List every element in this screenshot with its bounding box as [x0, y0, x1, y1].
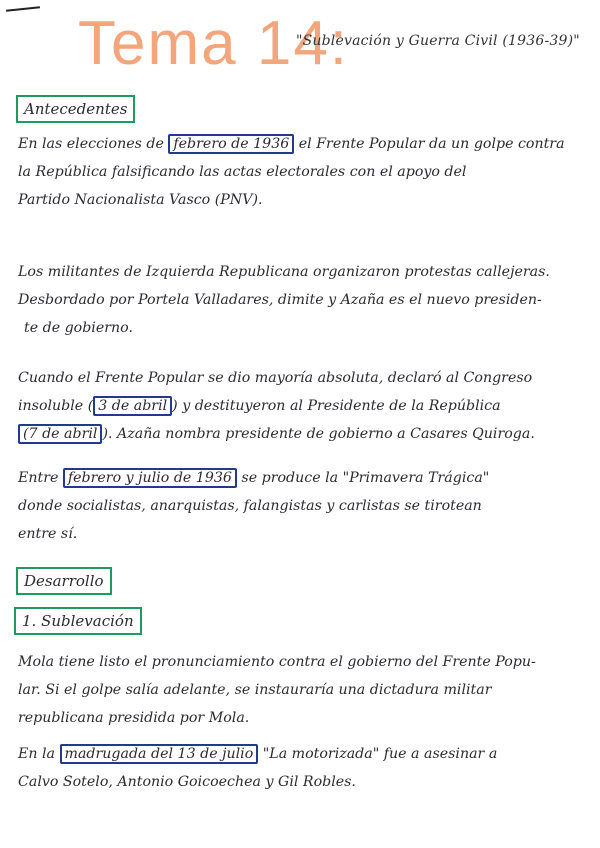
highlight-date: febrero de 1936	[168, 134, 294, 154]
text-line: Cuando el Frente Popular se dio mayoría absoluta, declaró al Congreso	[18, 370, 533, 386]
text-span: En la	[18, 746, 60, 762]
highlight-date: madrugada del 13 de julio	[60, 744, 259, 764]
paragraph-3	[18, 364, 582, 448]
highlight-date: febrero y julio de 1936	[63, 468, 237, 488]
page-title: Tema 14:	[78, 9, 350, 78]
text-line: donde socialistas, anarquistas, falangistas y carlistas se tirotean	[18, 498, 482, 514]
text-span: ). Azaña nombra presidente de gobierno a Casares Quiroga.	[102, 426, 535, 442]
text-span: insoluble (	[18, 398, 94, 414]
text-line: la República falsificando las actas electorales con el apoyo del	[18, 164, 467, 180]
paragraph-2	[18, 258, 582, 342]
text-line: Los militantes de Izquierda Republicana organizaron protestas callejeras.	[18, 264, 550, 280]
text-line: entre sí.	[18, 526, 78, 542]
title-row	[78, 6, 594, 86]
text-line: te de gobierno.	[24, 320, 133, 336]
section-antecedentes: Antecedentes	[16, 95, 135, 123]
text-span: "La motorizada" fue a asesinar a	[258, 746, 498, 762]
text-span: Entre	[18, 470, 63, 486]
highlight-date: 3 de abril	[93, 396, 172, 416]
paragraph-5	[18, 648, 582, 732]
text-line: republicana presidida por Mola.	[18, 710, 250, 726]
section-desarrollo: Desarrollo	[16, 567, 112, 595]
paragraph-1	[18, 130, 582, 214]
text-span: ) y destituyeron al Presidente de la República	[172, 398, 501, 414]
page-subtitle: "Sublevación y Guerra Civil (1936-39)"	[296, 33, 580, 49]
paragraph-4	[18, 464, 582, 548]
text-line: Mola tiene listo el pronunciamiento contra el gobierno del Frente Popu-	[18, 654, 536, 670]
text-span: En las elecciones de	[18, 136, 169, 152]
text-line: lar. Si el golpe salía adelante, se instauraría una dictadura militar	[18, 682, 492, 698]
corner-pen-mark	[6, 6, 40, 12]
text-span: el Frente Popular da un golpe contra	[294, 136, 565, 152]
section-sublevacion: 1. Sublevación	[14, 607, 142, 635]
text-span: se produce la "Primavera Trágica"	[236, 470, 490, 486]
text-line: Calvo Sotelo, Antonio Goicoechea y Gil Robles.	[18, 774, 356, 790]
highlight-date: (7 de abril	[18, 424, 102, 444]
text-line: Partido Nacionalista Vasco (PNV).	[18, 192, 263, 208]
paragraph-6	[18, 740, 582, 796]
text-line: Desbordado por Portela Valladares, dimite y Azaña es el nuevo presiden-	[18, 292, 542, 308]
